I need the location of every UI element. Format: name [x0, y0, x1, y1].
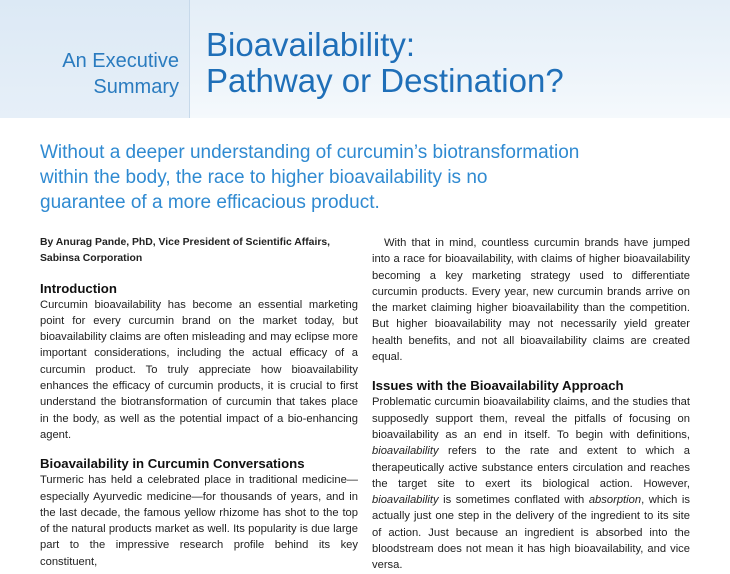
- issues-text-4: , which is actually just one step in the delivery of the ingredient to its site of action. Just because an ingredient is absorbed into the bloodstream does not mean it has high bioavailability, and vice versa.: [372, 494, 690, 572]
- left-column: [40, 235, 358, 570]
- conversations-heading: Bioavailability in Curcumin Conversations: [40, 456, 305, 472]
- issues-paragraph: [372, 394, 690, 573]
- issues-emphasis-1: bioavailability: [372, 445, 439, 458]
- right-column: [372, 235, 690, 574]
- issues-emphasis-2: bioavailability: [372, 494, 439, 507]
- conversations-paragraph: Turmeric has held a celebrated place in traditional medicine—especially Ayurvedic medicine—for thousands of years, and in the last decade, the famous yellow rhizome has shot to the top of the natural products market as well. Its popularity is due large part to the impressive research profile behind its key constituent,: [40, 474, 358, 568]
- issues-text-3: is sometimes conflated with: [438, 494, 589, 507]
- issues-text-2: refers to the rate and extent to which a therapeutically active substance enters circulation and reaches the target site to exert its biological action. However,: [372, 445, 690, 490]
- article-title: [206, 27, 564, 99]
- issues-emphasis-3: absorption: [588, 494, 642, 507]
- article-title-line2: Pathway or Destination?: [206, 62, 564, 99]
- introduction-heading: Introduction: [40, 280, 117, 296]
- byline-line1: By Anurag Pande, PhD, Vice President of Scientific Affairs,: [40, 237, 331, 248]
- section-label-line1: An Executive: [62, 50, 179, 72]
- issues-text-1: Problematic curcumin bioavailability claims, and the studies that supposedly support them, reveal the pitfalls of focusing on bioavailability as an end in itself. To begin with definitions,: [372, 396, 690, 441]
- issues-heading: Issues with the Bioavailability Approach: [372, 378, 624, 394]
- section-label-line2: Summary: [93, 76, 179, 98]
- article-subtitle: [40, 140, 600, 215]
- subtitle-line3: guarantee of a more efficacious product.: [40, 192, 380, 213]
- article-title-line1: Bioavailability:: [206, 26, 416, 63]
- byline-line2: Sabinsa Corporation: [40, 253, 143, 265]
- race-paragraph: With that in mind, countless curcumin brands have jumped into a race for bioavailability, with claims of higher bioavailability becoming a key marketing strategy used to differentiate curcumin products. Every year, new curcumin brands arrive on the market claiming higher bioavailability than the competition. But higher bioavailability may not necessarily yield greater health benefits, and not all bioavailability claims are created equal.: [372, 237, 690, 364]
- introduction-paragraph: Curcumin bioavailability has become an essential marketing point for every curcumin brand on the market today, but bioavailability claims are often misleading and may eclipse more important considerations, including the actual efficacy of a curcumin product. To truly appreciate how bioavailability enhances the efficacy of curcumin products, it is crucial to first understand the biotransformation of curcumin that takes place in the body, as well as the potential impact of a bio-enhancing agent.: [40, 298, 358, 441]
- author-byline: [40, 235, 358, 268]
- section-label-box: [0, 0, 190, 118]
- subtitle-line1: Without a deeper understanding of curcumin’s biotransformation: [40, 142, 580, 163]
- subtitle-line2: within the body, the race to higher bioavailability is no: [40, 167, 488, 188]
- section-label: [62, 48, 179, 100]
